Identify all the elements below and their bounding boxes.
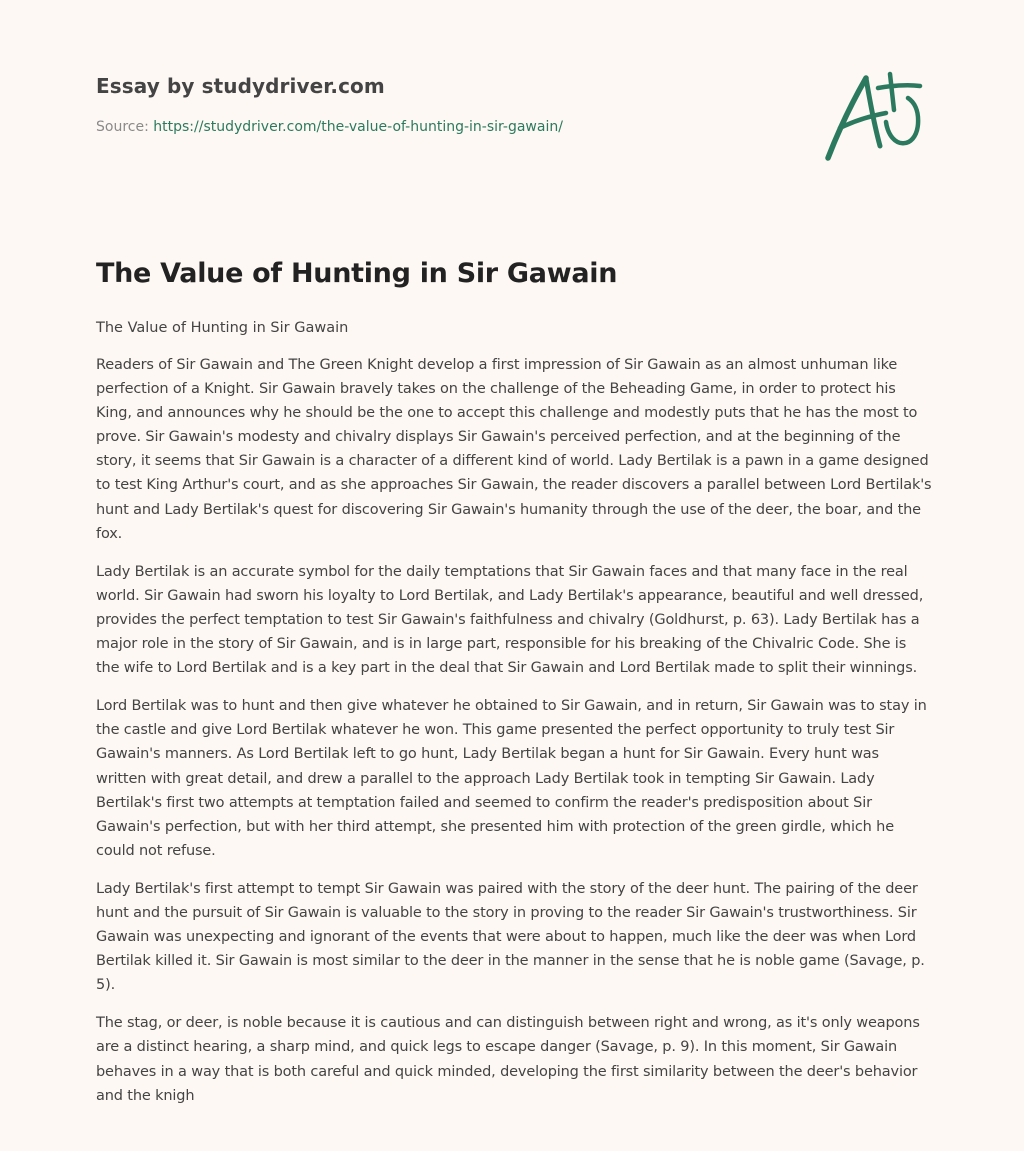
essay-header	[96, 74, 796, 135]
source-link[interactable]: https://studydriver.com/the-value-of-hunting-in-sir-gawain/	[153, 119, 563, 135]
source-label: Source:	[96, 119, 149, 135]
essay-title: The Value of Hunting in Sir Gawain	[96, 258, 618, 289]
site-title: Essay by studydriver.com	[96, 74, 385, 98]
source-line	[96, 119, 796, 135]
essay-paragraph: The stag, or deer, is noble because it is cautious and can distinguish between right and wrong, as it's only weapons are a distinct hearing, a sharp mind, and quick legs to escape danger (Savage, p. 9). In this moment, Sir Gawain behaves in a way that is both careful and quick minded, developing the first similarity between the deer's behavior and the knigh	[96, 1015, 920, 1104]
essay-paragraph: Lady Bertilak's first attempt to tempt Sir Gawain was paired with the story of the deer hunt. The pairing of the deer hunt and the pursuit of Sir Gawain is valuable to the story in proving to the reader Sir Gawain's trustworthiness. Sir Gawain was unexpecting and ignorant of the events that were about to happen, much like the deer was when Lord Bertilak killed it. Sir Gawain is most similar to the deer in the manner in the sense that he is noble game (Savage, p. 5).	[96, 880, 925, 994]
essay-paragraph: Lady Bertilak is an accurate symbol for the daily temptations that Sir Gawain faces and that many face in the real world. Sir Gawain had sworn his loyalty to Lord Bertilak, and Lady Bertilak's appearance, beautiful and well dressed, provides the perfect temptation to test Sir Gawain's faithfulness and chivalry (Goldhurst, p. 63). Lady Bertilak has a major role in the story of Sir Gawain, and is in large part, responsible for his breaking of the Chivalric Code. She is the wife to Lord Bertilak and is a key part in the deal that Sir Gawain and Lord Bertilak made to split their winnings.	[96, 563, 924, 677]
essay-content	[96, 254, 932, 1108]
a-plus-logo-icon	[820, 66, 930, 166]
essay-subtitle: The Value of Hunting in Sir Gawain	[96, 320, 349, 336]
essay-paragraph: Lord Bertilak was to hunt and then give whatever he obtained to Sir Gawain, and in return, Sir Gawain was to stay in the castle and give Lord Bertilak whatever he won. This game presented the perfect opportunity to truly test Sir Gawain's manners. As Lord Bertilak left to go hunt, Lady Bertilak began a hunt for Sir Gawain. Every hunt was written with great detail, and drew a parallel to the approach Lady Bertilak took in tempting Sir Gawain. Lady Bertilak's first two attempts at temptation failed and seemed to confirm the reader's predisposition about Sir Gawain's perfection, but with her third attempt, she presented him with protection of the green girdle, which he could not refuse.	[96, 698, 927, 859]
essay-paragraph: Readers of Sir Gawain and The Green Knight develop a first impression of Sir Gawain as an almost unhuman like perfection of a Knight. Sir Gawain bravely takes on the challenge of the Beheading Game, in order to protect his King, and announces why he should be the one to accept this challenge and modestly puts that he has the most to prove. Sir Gawain's modesty and chivalry displays Sir Gawain's perceived perfection, and at the beginning of the story, it seems that Sir Gawain is a character of a different kind of world. Lady Bertilak is a pawn in a game designed to test King Arthur's court, and as she approaches Sir Gawain, the reader discovers a parallel between Lord Bertilak's hunt and Lady Bertilak's quest for discovering Sir Gawain's humanity through the use of the deer, the boar, and the fox.	[96, 357, 932, 542]
